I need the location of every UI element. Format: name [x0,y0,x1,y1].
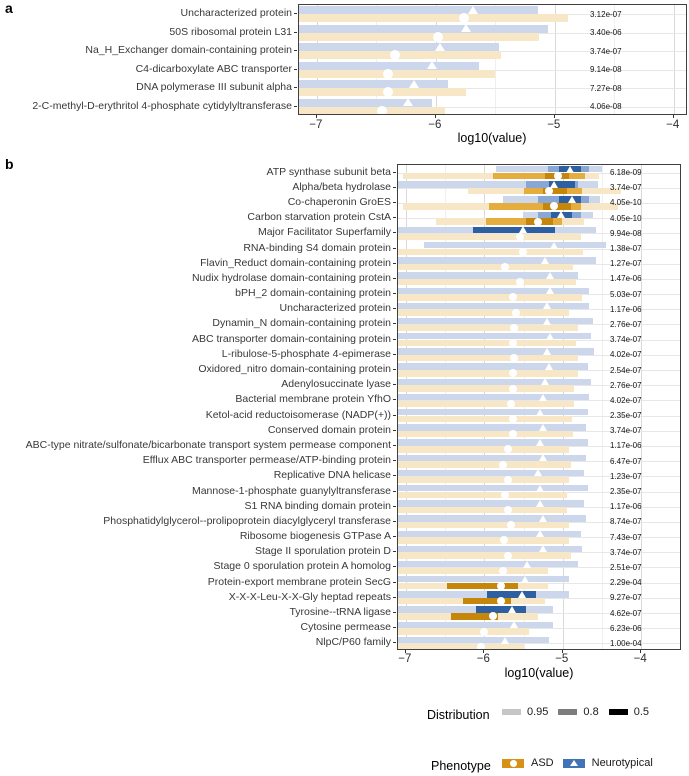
neuro-median-triangle-marker [468,6,478,14]
pvalue-label: 3.74e-07 [610,183,642,193]
neuro-band [398,561,578,567]
pvalue-label: 9.94e-08 [610,228,642,238]
asd-median-circle-marker [504,476,512,484]
asd-band [398,644,524,650]
x-axis-tick-mark [554,115,555,118]
asd-median-circle-marker [499,567,507,575]
row-label: Co-chaperonin GroES [287,195,391,208]
asd-median-circle-marker [509,369,517,377]
row-label: Na_H_Exchanger domain-containing protein [85,44,292,57]
asd-median-circle-marker [504,552,512,560]
neuro-median-triangle-marker [566,166,574,173]
pvalue-label: 3.40e-06 [590,28,622,38]
neuro-median-triangle-marker [539,394,547,401]
row-label: Uncharacterized protein [279,302,391,315]
asd-band [398,385,574,391]
neuro-band [398,470,584,476]
pvalue-label: 4.05e-10 [610,198,642,208]
row-tick-mark [393,187,396,188]
row-label: Cytosine permease [300,621,391,634]
row-tick-mark [393,597,396,598]
x-axis-tick-label: −6 [476,653,490,665]
asd-band [398,552,571,558]
x-axis-tick-mark [673,115,674,118]
asd-band [398,446,569,452]
pvalue-label: 2.76e-07 [610,319,642,329]
row-label: L-ribulose-5-phosphate 4-epimerase [221,347,391,360]
neuro-median-triangle-marker [543,348,551,355]
panel-a-letter: a [5,0,13,16]
neuro-band [398,424,586,430]
neuro-band [398,622,553,628]
neuro-band [398,546,582,552]
asd-band [398,294,582,300]
neuro-median-triangle-marker [403,98,413,106]
row-label: Dynamin_N domain-containing protein [212,317,391,330]
x-axis-tick-label: −4 [633,653,647,665]
neuro-band [398,348,594,354]
row-label: 2-C-methyl-D-erythritol 4-phosphate cytidylyltransferase [32,99,292,112]
distribution-legend-label: 0.95 [527,706,549,718]
phenotype-legend-label: Neurotypical [591,757,653,769]
asd-band [398,492,567,498]
neuro-median-triangle-marker [545,363,553,370]
row-tick-mark [393,430,396,431]
distribution-legend-title: Distribution [427,708,490,722]
row-label: Bacterial membrane protein YfhO [235,393,391,406]
asd-band [398,355,578,361]
minor-gridline [614,5,615,115]
pvalue-label: 1.47e-06 [610,274,642,284]
neuro-median-triangle-marker [539,454,547,461]
panel-a-plot [298,4,687,115]
x-axis-tick-label: −5 [547,119,561,131]
row-label: Nudix hydrolase domain-containing protein [191,271,391,284]
pvalue-label: 4.05e-10 [610,213,642,223]
row-label: Carbon starvation protein CstA [247,211,391,224]
asd-band [299,51,501,59]
asd-median-circle-marker [507,400,515,408]
row-label: C4-dicarboxylate ABC transporter [135,62,292,75]
phenotype-legend-title: Phenotype [431,759,491,773]
asd-median-circle-marker [477,643,485,650]
row-tick-mark [393,384,396,385]
phenotype-swatch [563,759,585,768]
legend-phenotype-items [502,757,653,769]
pvalue-label: 1.00e-04 [610,638,642,648]
neuro-median-triangle-marker [536,500,544,507]
neuro-band [398,515,586,521]
asd-band [398,537,569,543]
neuro-median-triangle-marker [508,606,516,613]
row-label: 50S ribosomal protein L31 [169,25,292,38]
neuro-band [398,591,569,597]
neuro-band [398,576,569,582]
x-axis-tick-label: −7 [309,119,323,131]
row-tick-mark [393,627,396,628]
pvalue-label: 1.17e-06 [610,502,642,512]
row-tick-mark [393,475,396,476]
row-label: Uncharacterized protein [180,7,292,20]
panel-b-plot [397,164,681,650]
neuro-median-triangle-marker [409,80,419,88]
asd-band [299,33,539,41]
asd-median-circle-marker [433,32,443,42]
pvalue-label: 1.38e-07 [610,244,642,254]
pvalue-label: 2.54e-07 [610,365,642,375]
asd-median-circle-marker [499,461,507,469]
pvalue-label: 9.14e-08 [590,65,622,75]
neuro-band [398,485,588,491]
neuro-band [398,531,581,537]
minor-gridline [680,165,681,650]
pvalue-label: 3.12e-07 [590,9,622,19]
row-tick-mark [393,263,396,264]
row-label: DNA polymerase III subunit alpha [136,81,292,94]
asd-band [398,249,583,255]
distribution-legend-item [558,706,598,718]
row-tick-mark [294,32,297,33]
row-label: Efflux ABC transporter permease/ATP-binding protein [142,454,391,467]
neuro-median-triangle-marker [543,302,551,309]
asd-band [398,522,569,528]
asd-legend-circle-marker [510,760,517,767]
neuro-band [398,288,589,294]
neuro-band [398,637,549,643]
x-axis-tick-label: −4 [666,119,680,131]
asd-median-circle-marker [509,430,517,438]
pvalue-label: 6.18e-09 [610,168,642,178]
pvalue-label: 3.74e-07 [610,547,642,557]
phenotype-legend-item [502,757,554,769]
row-tick-mark [393,642,396,643]
neuro-band [398,318,593,324]
asd-band [398,431,573,437]
pvalue-label: 4.06e-08 [590,102,622,112]
asd-median-circle-marker [504,506,512,514]
asd-median-circle-marker [519,248,527,256]
row-tick-mark [294,87,297,88]
row-label: ABC-type nitrate/sulfonate/bicarbonate transport system permease component [25,438,391,451]
asd-band [398,416,572,422]
row-label: NlpC/P60 family [315,636,391,649]
neuro-band [398,303,589,309]
distribution-legend-item [609,706,649,718]
row-label: Flavin_Reduct domain-containing protein [200,256,391,269]
neuro-band [299,6,538,14]
pvalue-label: 1.27e-07 [610,259,642,269]
row-tick-mark [294,106,297,107]
neuro-band [398,363,588,369]
row-tick-mark [393,460,396,461]
neuro-band [299,80,448,88]
row-tick-mark [393,339,396,340]
neuro-band [398,455,586,461]
asd-median-circle-marker [509,339,517,347]
neuro-median-triangle-marker [541,257,549,264]
pvalue-label: 1.23e-07 [610,471,642,481]
panel-b-letter: b [5,156,14,172]
legend-distribution-items [502,706,649,718]
row-tick-mark [393,278,396,279]
row-label: Mannose-1-phosphate guanylyltransferase [191,484,391,497]
neuro-band [299,43,499,51]
distribution-legend-item [502,706,548,718]
row-tick-mark [393,536,396,537]
minor-gridline [602,165,603,650]
pvalue-label: 1.17e-06 [610,304,642,314]
neuro-median-triangle-marker [518,591,526,598]
panel-a-x-axis-title: log10(value) [457,131,527,145]
x-axis-tick-label: −6 [428,119,442,131]
row-tick-mark [393,506,396,507]
row-tick-mark [393,566,396,567]
asd-band [398,279,576,285]
neuro-median-triangle-marker [546,272,554,279]
row-tick-mark [393,248,396,249]
row-tick-mark [393,172,396,173]
row-label: Replicative DNA helicase [273,469,391,482]
asd-band [447,583,518,589]
row-label: Major Facilitator Superfamily [257,226,391,239]
pvalue-label: 4.02e-07 [610,350,642,360]
row-tick-mark [393,612,396,613]
row-tick-mark [393,369,396,370]
pvalue-label: 5.03e-07 [610,289,642,299]
row-label: Ribosome biogenesis GTPase A [239,530,391,543]
phenotype-legend-label: ASD [531,757,554,769]
asd-median-circle-marker [534,218,542,226]
pvalue-label: 3.74e-07 [590,46,622,56]
pvalue-label: 2.35e-07 [610,411,642,421]
major-gridline [674,5,675,115]
neuro-band [424,242,606,248]
pvalue-label: 6.47e-07 [610,456,642,466]
row-tick-mark [393,323,396,324]
asd-band [398,401,574,407]
pvalue-label: 9.27e-07 [610,593,642,603]
row-label: Stage II sporulation protein D [255,545,391,558]
neuro-median-triangle-marker [539,515,547,522]
pvalue-label: 6.23e-06 [610,623,642,633]
row-tick-mark [393,232,396,233]
asd-median-circle-marker [509,415,517,423]
pvalue-label: 3.74e-07 [610,426,642,436]
neuro-median-triangle-marker [543,318,551,325]
row-tick-mark [393,582,396,583]
pvalue-label: 4.02e-07 [610,395,642,405]
neuro-band [398,333,591,339]
row-tick-mark [393,521,396,522]
row-label: Tyrosine--tRNA ligase [289,606,391,619]
neuro-median-triangle-marker [568,196,576,203]
row-tick-mark [393,217,396,218]
pvalue-label: 2.76e-07 [610,380,642,390]
neuro-median-triangle-marker [461,24,471,32]
asd-band [299,70,495,78]
neuro-median-triangle-marker [534,469,542,476]
neuro-band [398,394,589,400]
row-label: Adenylosuccinate lyase [281,378,391,391]
neuro-median-triangle-marker [546,333,554,340]
row-tick-mark [294,69,297,70]
row-label: Protein-export membrane protein SecG [207,575,391,588]
pvalue-label: 2.51e-07 [610,562,642,572]
neuro-band [398,379,591,385]
distribution-legend-label: 0.8 [583,706,599,718]
pvalue-label: 1.17e-06 [610,441,642,451]
row-label: S1 RNA binding domain protein [244,499,391,512]
phenotype-legend-item [563,757,653,769]
distribution-legend-label: 0.5 [633,706,650,718]
asd-band [398,477,569,483]
asd-band [398,234,581,240]
asd-median-circle-marker [497,597,505,605]
row-label: Oxidored_nitro domain-containing protein [198,363,391,376]
neuro-median-triangle-marker [539,545,547,552]
neuro-median-triangle-marker [546,287,554,294]
pvalue-label: 7.43e-07 [610,532,642,542]
x-axis-tick-label: −7 [398,653,412,665]
neuro-band [398,409,588,415]
pvalue-label: 4.62e-07 [610,608,642,618]
panel-b-x-axis-title: log10(value) [504,666,574,680]
row-tick-mark [393,399,396,400]
neuro-band [398,439,588,445]
asd-median-circle-marker [512,309,520,317]
pvalue-label: 2.35e-07 [610,487,642,497]
asd-band [299,107,445,115]
asd-band [398,340,576,346]
neuro-median-triangle-marker [557,211,565,218]
neuro-median-triangle-marker [523,561,531,568]
row-tick-mark [393,202,396,203]
neuro-median-triangle-marker [536,485,544,492]
asd-band [398,264,573,270]
row-tick-mark [393,293,396,294]
asd-band [398,568,548,574]
row-tick-mark [393,551,396,552]
row-label: bPH_2 domain-containing protein [235,287,391,300]
asd-band [493,173,586,179]
row-label: RNA-binding S4 domain protein [243,241,391,254]
neuro-median-triangle-marker [536,409,544,416]
asd-band [299,14,568,22]
asd-band [398,461,571,467]
neuro-median-triangle-marker [521,576,529,583]
distribution-swatch [609,709,628,715]
neuro-median-triangle-marker [427,61,437,69]
row-label: Alpha/beta hydrolase [292,180,391,193]
neuro-band [476,606,526,612]
pvalue-label: 7.27e-08 [590,83,622,93]
distribution-swatch [502,709,521,715]
asd-median-circle-marker [497,582,505,590]
distribution-swatch [558,709,577,715]
row-tick-mark [393,491,396,492]
neuro-band [398,500,584,506]
row-tick-mark [294,13,297,14]
x-axis-tick-label: −5 [555,653,569,665]
neuro-band [299,25,548,33]
neuro-median-triangle-marker [501,637,509,644]
pvalue-label: 2.29e-04 [610,578,642,588]
pvalue-label: 3.74e-07 [610,335,642,345]
asd-band [398,628,529,634]
asd-band [398,325,578,331]
row-tick-mark [393,445,396,446]
row-tick-mark [393,354,396,355]
row-label: ABC transporter domain-containing protein [191,332,391,345]
neuro-median-triangle-marker [550,242,558,249]
phenotype-swatch [502,759,524,768]
row-label: Phosphatidylglycerol--prolipoprotein diacylglyceryl transferase [103,514,391,527]
pvalue-label: 8.74e-07 [610,517,642,527]
neuro-median-triangle-marker [541,378,549,385]
neuro-median-triangle-marker [536,439,544,446]
neuro-band [487,591,536,597]
neuro-median-triangle-marker [536,530,544,537]
row-tick-mark [393,415,396,416]
row-tick-mark [393,308,396,309]
neurotypical-legend-triangle-marker [570,760,578,766]
row-label: Conserved domain protein [267,423,391,436]
neuro-median-triangle-marker [435,43,445,51]
asd-median-circle-marker [509,385,517,393]
row-label: ATP synthase subunit beta [266,165,391,178]
asd-band [398,370,578,376]
row-tick-mark [294,50,297,51]
row-label: X-X-X-Leu-X-X-Gly heptad repeats [228,590,391,603]
neuro-median-triangle-marker [539,424,547,431]
x-axis-tick-mark [316,115,317,118]
row-label: Ketol-acid reductoisomerase (NADP(+)) [205,408,391,421]
neuro-median-triangle-marker [550,181,558,188]
neuro-median-triangle-marker [510,621,518,628]
row-label: Stage 0 sporulation protein A homolog [213,560,391,573]
asd-median-circle-marker [510,324,518,332]
x-axis-tick-mark [435,115,436,118]
asd-median-circle-marker [480,628,488,636]
asd-band [398,309,569,315]
neuro-band [473,227,555,233]
asd-median-circle-marker [554,172,562,180]
asd-band [398,507,567,513]
neuro-band [398,257,596,263]
asd-median-circle-marker [377,106,387,115]
